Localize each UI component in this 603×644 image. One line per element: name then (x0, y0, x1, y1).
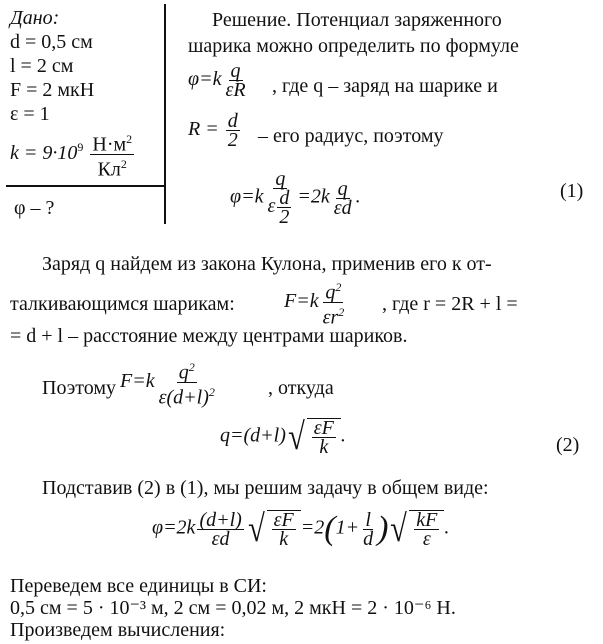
phi-formula-tail: , где q – заряд на шарике и (272, 75, 498, 97)
given-k (10, 130, 136, 181)
given-k-den: Кл (97, 158, 121, 181)
para4: Подставив (2) в (1), мы решим задачу в общем виде: (42, 477, 489, 499)
formula-phi-definition: φ=k $\frac{q}{\varepsilon R}$ (188, 60, 246, 101)
solution-line1-text: Решение. Потенциал заряженного (212, 9, 502, 31)
given-F: F = 2 мкН (10, 79, 95, 101)
formula-F-expanded: F=k $\frac{q^2}{\varepsilon(d+l)^2}$ (120, 360, 215, 409)
para2-line1: Заряд q найдем из закона Кулона, применив его к от- (42, 253, 492, 275)
solution-line1 (212, 8, 502, 32)
given-divider-vertical (164, 4, 166, 224)
para6: 0,5 см = 5 · 10⁻³ м, 2 см = 0,02 м, 2 мкН = 2 · 10⁻⁶ Н. (10, 597, 456, 619)
formula-R: R = $\frac{d}{2}$ (188, 110, 238, 151)
equation-2-number: (2) (556, 434, 580, 456)
given-l: l = 2 см (10, 55, 74, 77)
given-d: d = 0,5 см (10, 31, 93, 53)
given-k-left: k = 9·10 (10, 141, 78, 164)
equation-1: φ=k q ε $\frac{d}{2}$ =2k $\frac{q}{\varepsilon d}$ . (230, 168, 361, 228)
given-k-units (90, 130, 134, 181)
given-k-num-exp: 2 (126, 132, 133, 146)
given-eps: ε = 1 (10, 103, 50, 125)
given-k-den-exp: 2 (120, 156, 127, 171)
given-divider-horizontal (6, 185, 166, 187)
solution-line2: шарика можно определить по формуле (188, 35, 519, 57)
equation-2: q=(d+l)√ $\frac{\varepsilon F}{k}$ . (220, 416, 346, 458)
para3-start: Поэтому (42, 377, 117, 399)
formula-coulomb: F=k $\frac{q^2}{\varepsilon r^2}$ (284, 280, 345, 329)
para2-line2-end: , где r = 2R + l = (382, 293, 518, 315)
para3-end: , откуда (268, 377, 334, 399)
given-k-num: Н·м (92, 133, 127, 156)
R-tail: – его радиус, поэтому (258, 125, 444, 147)
equation-1-number: (1) (560, 180, 584, 202)
para7: Произведем вычисления: (10, 619, 226, 641)
equation-final: φ=2k $\frac{(d+l)}{\varepsilon d}$ √ $\frac{\varepsilon F}{k}$ =2(1+ $\frac{l}{d}$ )√ $\frac{kF}{\varepsilon}$ . (152, 508, 450, 550)
para5: Переведем все единицы в СИ: (10, 575, 267, 597)
para2-line3: = d + l – расстояние между центрами шариков. (10, 325, 408, 347)
given-heading: Дано: (10, 7, 60, 29)
given-k-exp: 9 (77, 140, 84, 155)
para2-line2-start: талкивающимся шарикам: (10, 293, 235, 315)
given-find: φ – ? (14, 197, 55, 219)
